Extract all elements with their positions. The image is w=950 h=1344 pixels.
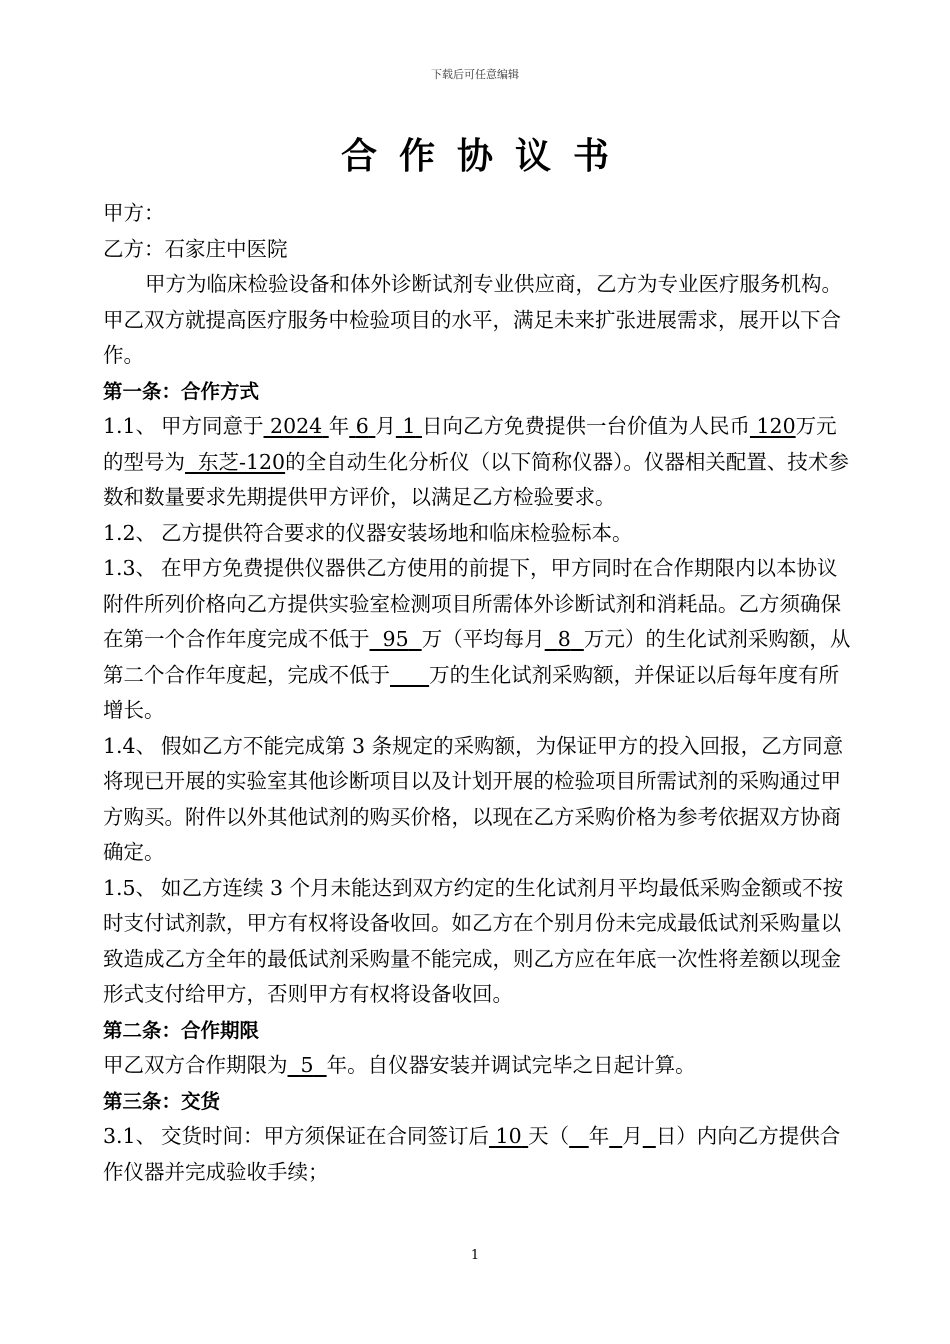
article2-heading: 第二条：合作期限 — [103, 1018, 260, 1042]
clause-1-3 — [103, 551, 853, 729]
clause-text: 年 — [328, 414, 350, 438]
clause-number: 3.1、 — [103, 1124, 157, 1148]
clause-number: 1.1、 — [103, 414, 157, 438]
clause-text: 年 — [588, 1124, 610, 1148]
clause-text: 甲乙双方合作期限为 — [103, 1053, 288, 1077]
intro-paragraph: 甲方为临床检验设备和体外诊断试剂专业供应商，乙方为专业医疗服务机构。甲乙双方就提高医疗服务中检验项目的水平，满足未来扩张进展需求，展开以下合作。 — [103, 272, 842, 367]
clause-text: 甲方同意于 — [161, 414, 264, 438]
clause-text: 年。自仪器安装并调试完毕之日起计算。 — [326, 1053, 696, 1077]
article3-heading: 第三条：交货 — [103, 1089, 221, 1113]
clause-number: 1.4、 — [103, 733, 157, 758]
clause-text: 如乙方连续 3 个月未能达到双方约定的生化试剂月平均最低采购金额或不按时支付试剂款，甲方有权将设备收回。如乙方在个别月份未完成最低试剂采购量以致造成乙方全年的最低试剂采购量不能完成，则乙方应在年底一次性将差额以现金形式支付给甲方，否则甲方有权将设备收回。 — [103, 875, 844, 1006]
blank-day-field — [643, 1124, 656, 1148]
first-year-amount-field: 95 — [382, 627, 409, 651]
clause-3-1 — [103, 1119, 853, 1190]
clause-text: 天（ — [528, 1124, 570, 1148]
month-field: 6 — [355, 414, 369, 438]
clause-text: 交货时间：甲方须保证在合同签订后 — [161, 1124, 489, 1148]
clause-text: 假如乙方不能完成第 3 条规定的采购额，为保证甲方的投入回报，乙方同意将现已开展的实验室其他诊断项目以及计划开展的检验项目所需试剂的采购通过甲方购买。附件以外其他试剂的购买价格，以现在乙方采购价格为参考依据双方协商确定。 — [103, 733, 844, 864]
clause-text: 的全自动生化分析仪（以下简称仪器）。仪器相关配置、技术参数和数量要求先期提供甲方评价，以满足乙方检验要求。 — [103, 449, 849, 509]
second-year-amount-field — [390, 663, 429, 687]
year-field: 2024 — [270, 414, 323, 438]
clause-1-1 — [103, 409, 853, 516]
day-field: 1 — [402, 414, 416, 438]
clause-text: 日）内向乙方提供合作仪器并完成验收手续； — [103, 1124, 841, 1184]
clause-1-4 — [103, 729, 853, 871]
clause-text: 日向乙方免费提供一台价值为人民币 — [421, 414, 750, 438]
cooperation-term — [103, 1048, 853, 1084]
clause-text: 万元）的生化试剂采购额，从第二个合作年度起，完成不低于 — [103, 627, 851, 687]
document-title: 合作协议书 — [340, 135, 631, 177]
article1-heading: 第一条：合作方式 — [103, 379, 260, 403]
party-b: 乙方：石家庄中医院 — [103, 236, 288, 261]
document-body — [103, 196, 853, 1190]
clause-text: 月 — [375, 414, 396, 438]
term-years-field: 5 — [300, 1053, 314, 1077]
party-a: 甲方： — [103, 201, 165, 225]
clause-text: 万元的型号为 — [103, 414, 837, 474]
blank-month-field — [609, 1124, 622, 1148]
clause-text: 月 — [622, 1124, 643, 1148]
page-number: 1 — [470, 1248, 480, 1263]
clause-text: 乙方提供符合要求的仪器安装场地和临床检验标本。 — [161, 520, 633, 545]
header-note: 下载后可任意编辑 — [431, 68, 519, 81]
clause-number: 1.5、 — [103, 875, 157, 900]
clause-text: 在甲方免费提供仪器供乙方使用的前提下，甲方同时在合作期限内以本协议附件所列价格向乙方提供实验室检测项目所需体外诊断试剂和消耗品。乙方须确保在第一个合作年度完成不低于 — [103, 556, 841, 651]
clause-1-2 — [103, 516, 853, 552]
model-field: 东芝-120 — [198, 449, 286, 474]
clause-text: 万（平均每月 — [421, 627, 545, 651]
clause-1-5 — [103, 871, 853, 1013]
clause-text: 万的生化试剂采购额，并保证以后每年度有所增长。 — [103, 662, 840, 722]
blank-year-field — [569, 1124, 589, 1148]
delivery-days-field: 10 — [495, 1124, 522, 1148]
clause-number: 1.3、 — [103, 556, 157, 580]
monthly-amount-field: 8 — [557, 627, 571, 651]
value-field: 120 — [756, 414, 796, 438]
clause-number: 1.2、 — [103, 520, 157, 545]
